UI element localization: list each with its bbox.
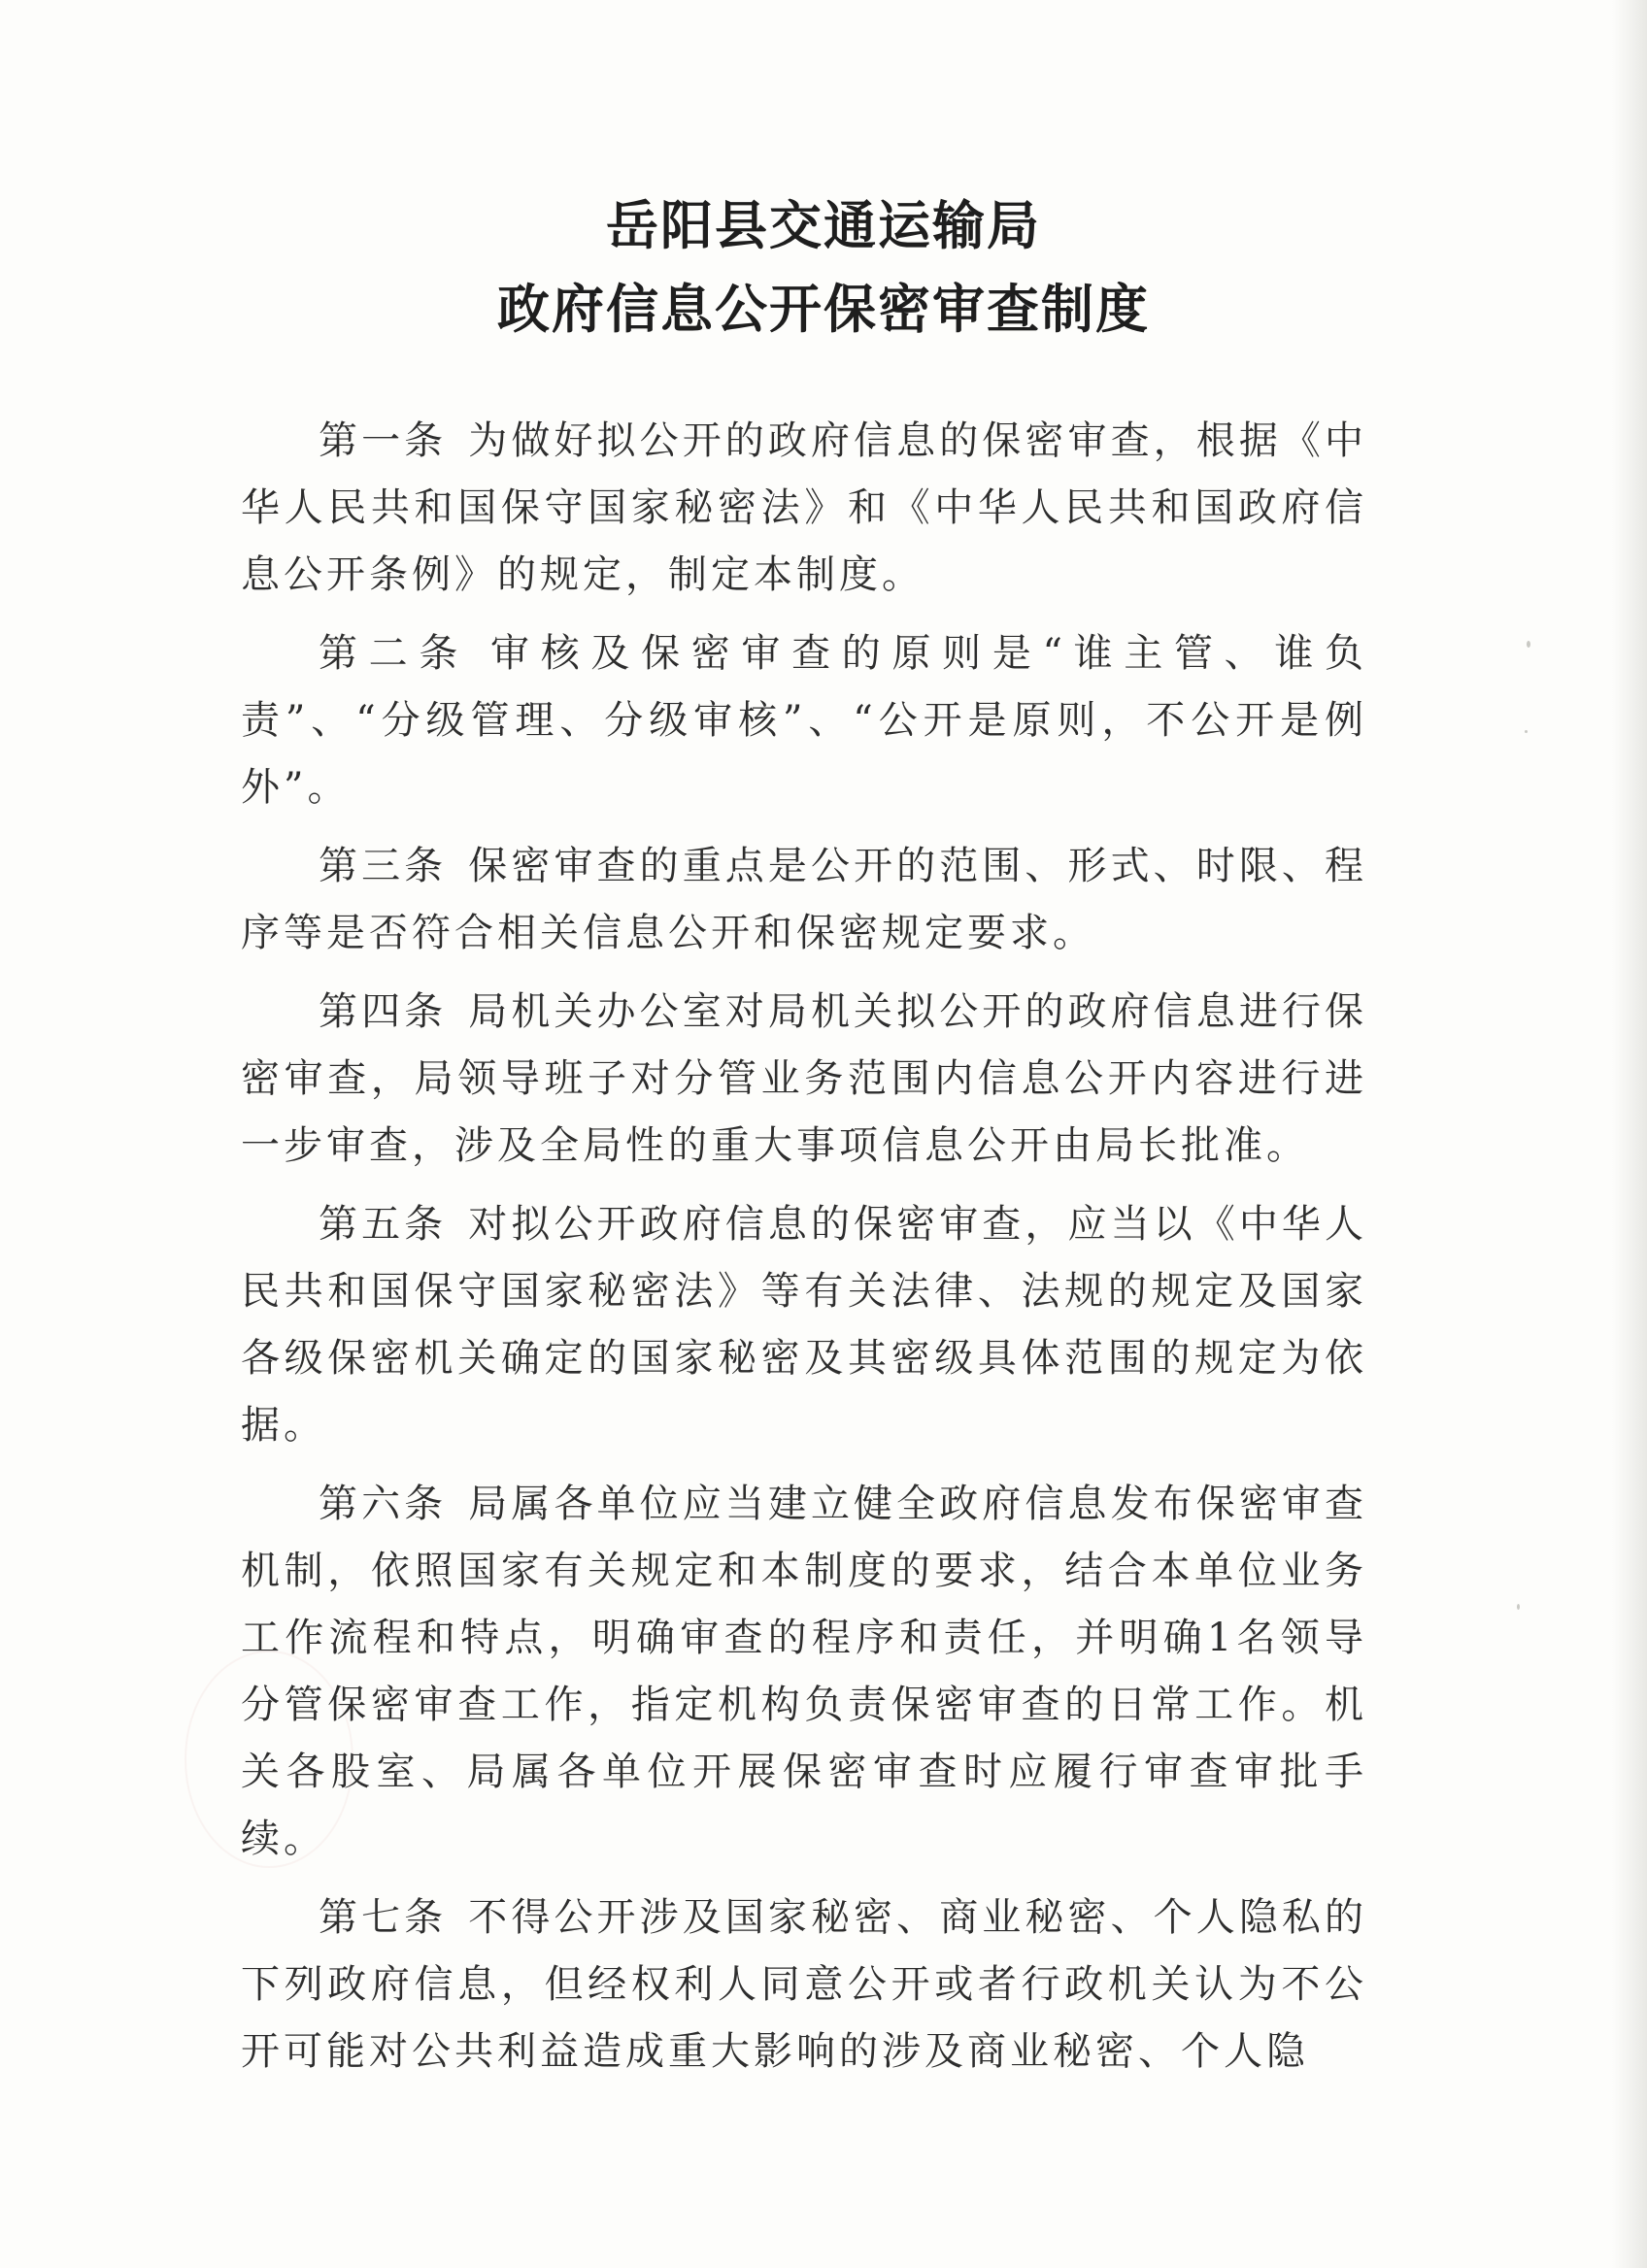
title-line-regulation: 政府信息公开保密审查制度 <box>497 279 1150 340</box>
article-1 <box>241 408 1367 609</box>
article-number: 第七条 <box>319 1895 448 1940</box>
scan-speck <box>1525 730 1528 733</box>
article-text: 审核及保密审查的原则是“谁主管、谁负责”、“分级管理、分级审核”、“公开是原则，不公开是例外”。 <box>241 631 1368 810</box>
article-text: 为做好拟公开的政府信息的保密审查，根据《中华人民共和国保守国家秘密法》和《中华人民共和国政府信息公开条例》的规定，制定本制度。 <box>241 418 1368 597</box>
scan-speck <box>1517 1604 1520 1610</box>
article-number: 第六条 <box>319 1482 448 1526</box>
article-text: 不得公开涉及国家秘密、商业秘密、个人隐私的下列政府信息，但经权利人同意公开或者行政机关认为不公开可能对公共利益造成重大影响的涉及商业秘密、个人隐 <box>241 1895 1368 2074</box>
article-text: 局属各单位应当建立健全政府信息发布保密审查机制，依照国家有关规定和本制度的要求，结合本单位业务工作流程和特点，明确审查的程序和责任，并明确1名领导分管保密审查工作，指定机构负责保密审查的日常工作。机关各股室、局属各单位开展保密审查时应履行审查审批手续。 <box>241 1482 1368 1861</box>
article-number: 第五条 <box>319 1202 448 1247</box>
article-text: 对拟公开政府信息的保密审查，应当以《中华人民共和国保守国家秘密法》等有关法律、法规的规定及国家各级保密机关确定的国家秘密及其密级具体范围的规定为依据。 <box>241 1202 1368 1448</box>
article-number: 第三条 <box>319 844 448 888</box>
article-text: 局机关办公室对局机关拟公开的政府信息进行保密审查，局领导班子对分管业务范围内信息公开内容进行进一步审查，涉及全局性的重大事项信息公开由局长批准。 <box>241 989 1368 1168</box>
article-7 <box>241 1884 1367 2085</box>
article-text: 保密审查的重点是公开的范围、形式、时限、程序等是否符合相关信息公开和保密规定要求。 <box>241 844 1368 955</box>
document-title <box>0 184 1647 351</box>
article-5 <box>241 1191 1367 1459</box>
article-4 <box>241 979 1367 1180</box>
scan-speck <box>1527 641 1530 648</box>
article-6 <box>241 1471 1367 1873</box>
article-2 <box>241 620 1367 821</box>
article-number: 第四条 <box>319 989 448 1034</box>
article-number: 第二条 <box>319 631 470 676</box>
document-body <box>241 408 1367 2097</box>
article-number: 第一条 <box>319 418 448 463</box>
article-3 <box>241 833 1367 967</box>
title-line-organization: 岳阳县交通运输局 <box>606 195 1041 256</box>
